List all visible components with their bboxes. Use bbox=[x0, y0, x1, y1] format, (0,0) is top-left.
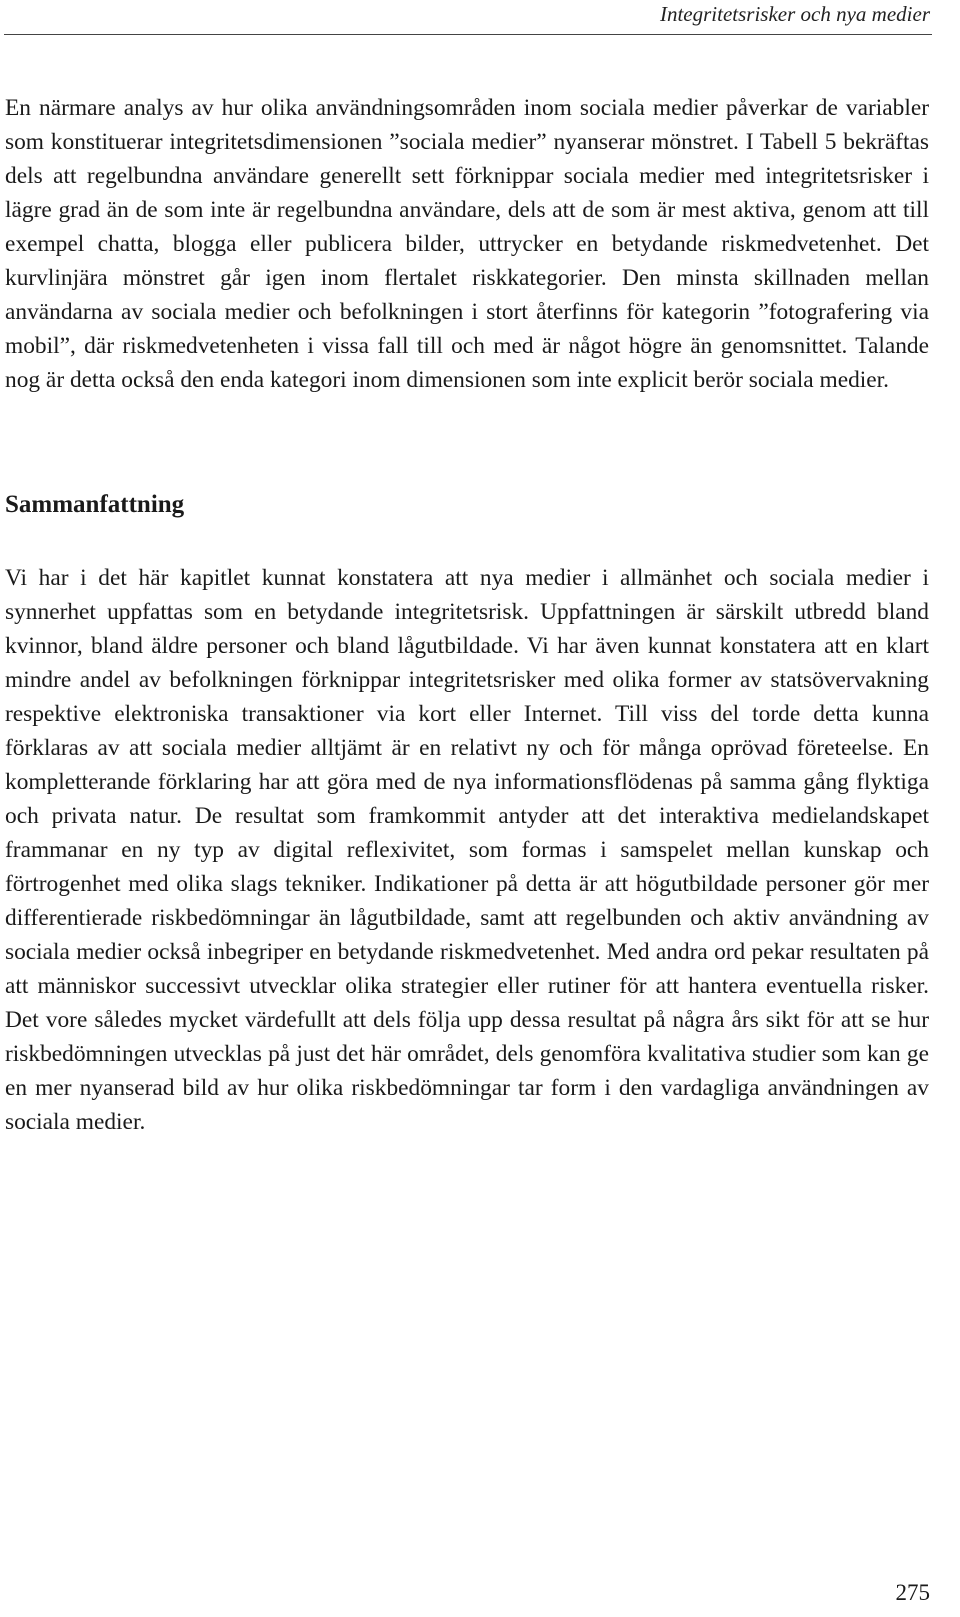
header-rule bbox=[4, 34, 932, 35]
section-heading: Sammanfattning bbox=[5, 491, 185, 518]
running-title: Integritetsrisker och nya medier bbox=[659, 2, 930, 26]
body-paragraph-analysis: En närmare analys av hur olika användningsområden inom sociala medier påverkar de variabler som konstituerar integritetsdimensionen ”sociala medier” nyanserar mönstret. I Tabell 5 bekräftas dels att regelbundna användare generellt sett förknippar sociala medier med integritetsrisker i lägre grad än de som inte är regelbundna användare, dels att de som är mest aktiva, genom att till exempel chatta, blogga eller publicera bilder, uttrycker en betydande riskmedvetenhet. Det kurvlinjära mönstret går igen inom flertalet riskkategorier. Den minsta skillnaden mellan användarna av sociala medier och befolkningen i stort återfinns för kategorin ”fotografering via mobil”, där riskmedvetenheten i vissa fall till och med är något högre än genomsnittet. Talande nog är detta också den enda kategori inom dimensionen som inte explicit berör sociala medier. bbox=[5, 95, 929, 394]
body-paragraph-summary: Vi har i det här kapitlet kunnat konstatera att nya medier i allmänhet och sociala medier i synnerhet uppfattas som en betydande integritetsrisk. Uppfattningen är särskilt utbredd bland kvinnor, bland äldre personer och bland lågutbildade. Vi har även kunnat konstatera att en klart mindre andel av befolkningen förknippar integritetsrisker med olika former av statsövervakning respektive elektroniska transaktioner via kort eller Internet. Till viss del torde detta kunna förklaras av att sociala medier alltjämt är en relativt ny och för många oprövad företeelse. En kompletterande förklaring har att göra med de nya informationsflödenas på samma gång flyktiga och privata natur. De resultat som framkommit antyder att det interaktiva medielandskapet frammanar en ny typ av digital reflexivitet, som formas i samspelet mellan kunskap och förtrogenhet med olika slags tekniker. Indikationer på detta är att högutbildade personer gör mer differentierade riskbedömningar än lågutbildade, samt att regelbunden och aktiv användning av sociala medier också inbegriper en betydande riskmedvetenhet. Med andra ord pekar resultaten på att människor successivt utvecklar olika strategier eller rutiner för att hantera eventuella risker. Det vore således mycket värdefullt att dels följa upp dessa resultat på några års sikt för att se hur riskbedömningen utvecklas på just det här området, dels genomföra kvalitativa studier som kan ge en mer nyanserad bild av hur olika riskbedömningar tar form i den vardagliga användningen av sociala medier. bbox=[5, 565, 929, 1136]
page-number: 275 bbox=[895, 1580, 930, 1605]
running-header bbox=[0, 0, 960, 36]
